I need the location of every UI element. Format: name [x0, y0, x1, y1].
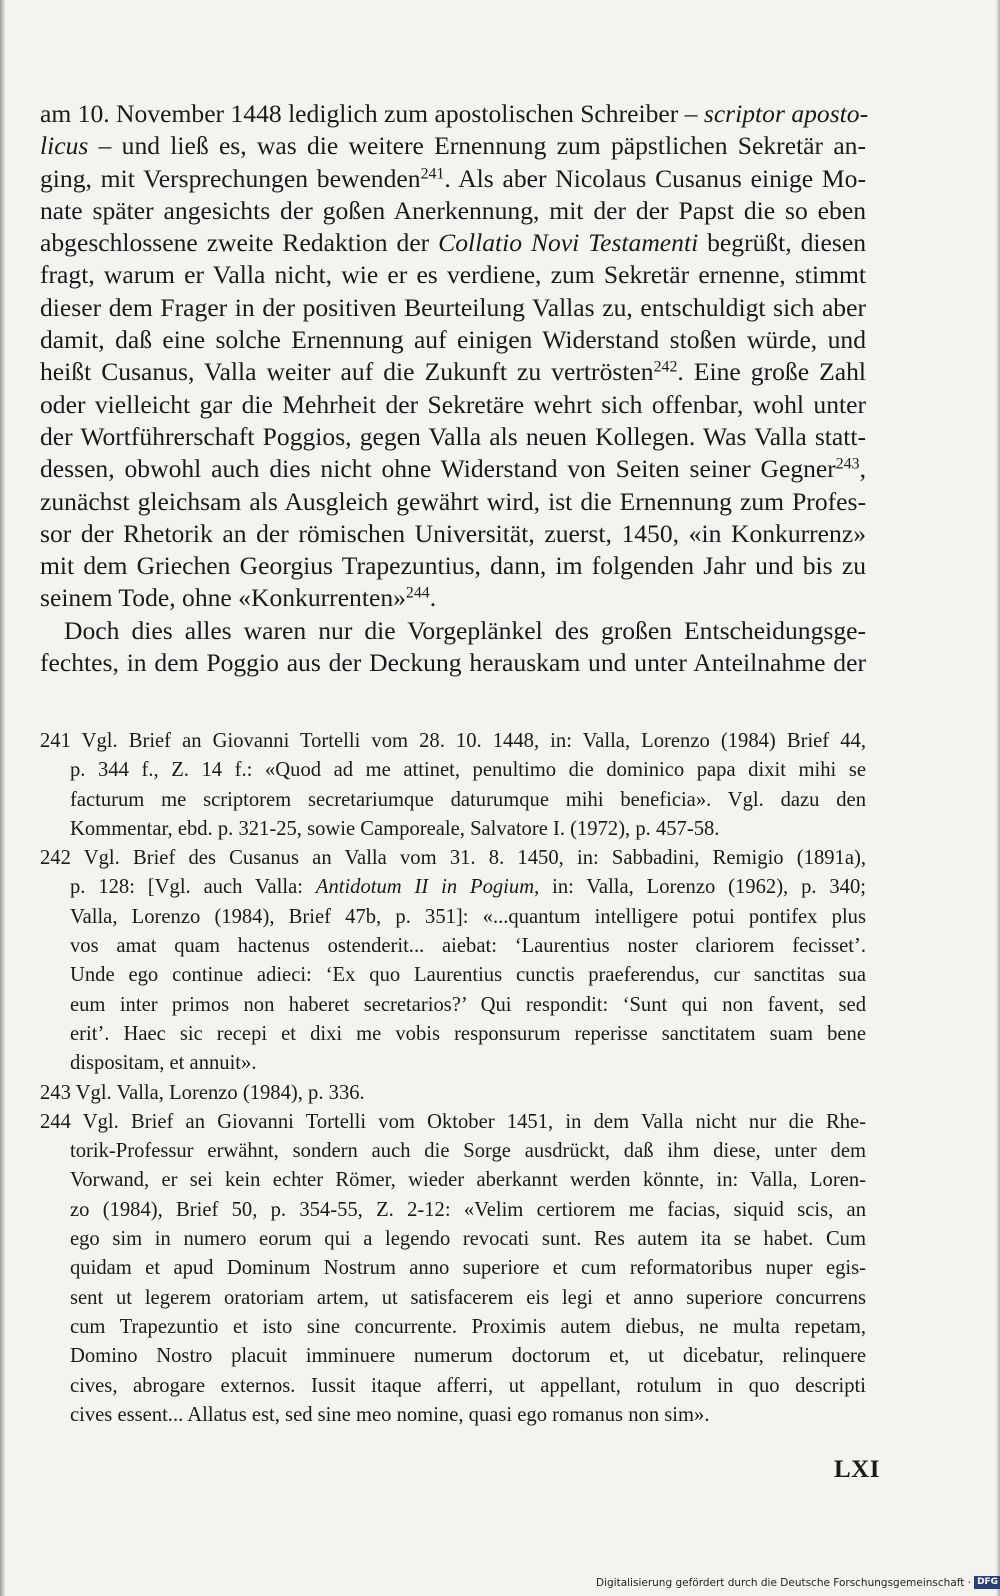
footnote-line: Domino Nostro placuit imminuere numerum doctorum et, ut dicebatur, relinquere [70, 1345, 866, 1368]
text-line: zunächst gleichsam als Ausgleich gewährt wird, ist die Ernennung zum Profes- [40, 486, 866, 516]
footnote-line: zo (1984), Brief 50, p. 354-55, Z. 2-12: «Velim certiorem me facias, siquid scis, an [70, 1198, 866, 1221]
footnote-line: sent ut legerem oratoriam artem, ut satisfacerem eis legi et anno superiore concurrens [70, 1286, 866, 1309]
page-edge-left [0, 0, 5, 1596]
text-line: damit, daß eine solche Ernennung auf einigen Widerstand stoßen würde, und [40, 325, 866, 355]
text-line: am 10. November 1448 lediglich zum apostolischen Schreiber – scriptor aposto- [40, 99, 869, 128]
footnote-line: torik-Professur erwähnt, sondern auch die Sorge ausdrückt, daß ihm diese, unter dem [70, 1140, 866, 1163]
text-line: heißt Cusanus, Valla weiter auf die Zukunft zu vertrösten$^{242}$. Eine große Zahl [40, 357, 866, 387]
digitization-note: Digitalisierung gefördert durch die Deutsche Forschungsgemeinschaft · [596, 1576, 972, 1589]
footnote-line: p. 344 f., Z. 14 f.: «Quod ad me attinet, penultimo die dominico papa dixit mihi se [70, 759, 866, 782]
text-line: der Wortführerschaft Poggios, gegen Valla als neuen Kollegen. Was Valla statt- [40, 421, 866, 451]
footnote-line: Kommentar, ebd. p. 321-25, sowie Camporeale, Salvatore I. (1972), p. 457-58. [70, 817, 720, 840]
text-line: ging, mit Versprechungen bewenden$^{241}$. Als aber Nicolaus Cusanus einige Mo- [40, 163, 866, 193]
footnote-241 [40, 727, 866, 844]
footnote-ref: 243 [835, 455, 860, 473]
page-edge-right [996, 0, 1000, 1596]
footnote-line: dispositam, et annuit». [70, 1052, 257, 1075]
footnote-line: ego sim in numero eorum qui a legendo revocati sunt. Res autem ita se habet. Cum [70, 1228, 866, 1251]
footnote-line: cives essent... Allatus est, sed sine meo nomine, quasi ego romanus non sim». [70, 1403, 710, 1426]
footnote-line: erit’. Haec sic recepi et dixi me vobis responsurum reperisse sanctitatem suam bene [70, 1022, 866, 1045]
text-line: licus – und ließ es, was die weitere Ernennung zum päpstlichen Sekretär an- [40, 131, 866, 161]
page-number: LXI [834, 1456, 880, 1483]
footnote-line: Valla, Lorenzo (1984), Brief 47b, p. 351]: «...quantum intelligere potui pontifex plus [70, 905, 866, 928]
footnote-line: cives, abrogare externos. Iussit itaque afferri, ut appellant, rotulum in quo descripti [70, 1374, 866, 1397]
text-line: oder vielleicht gar die Mehrheit der Sekretäre wehrt sich offenbar, wohl unter [40, 389, 866, 419]
text-line: mit dem Griechen Georgius Trapezuntius, dann, im folgenden Jahr und bis zu [40, 551, 866, 581]
footnote-line: Vorwand, er sei kein echter Römer, wieder aberkannt werden könnte, in: Valla, Loren- [70, 1169, 866, 1192]
footnote-line: 242 Vgl. Brief des Cusanus an Valla vom 31. 8. 1450, in: Sabbadini, Remigio (1891a), [40, 847, 866, 870]
footnote-line: facturum me scriptorem secretariumque daturumque mihi beneficia». Vgl. dazu den [70, 788, 866, 811]
dfg-logo: DFG [974, 1576, 1000, 1589]
footnote-243 [40, 1079, 866, 1108]
digitization-credit [596, 1576, 1000, 1589]
footnote-244 [40, 1108, 866, 1430]
text-line: nate später angesichts der goßen Anerkennung, mit der der Papst die so eben [40, 195, 866, 225]
footnote-line: eum inter primos non haberet secretarios?’ Qui respondit: ‘Sunt qui non favent, sed [70, 993, 866, 1016]
text-line: seinem Tode, ohne «Konkurrenten»$^{244}$. [40, 583, 437, 613]
text-line: abgeschlossene zweite Redaktion der Collatio Novi Testamenti begrüßt, diesen [40, 228, 866, 258]
footnote-line: Unde ego continue adieci: ‘Ex quo Laurentius cunctis praeferendus, cur sanctitas sua [70, 964, 866, 987]
text-line: Doch dies alles waren nur die Vorgeplänkel des großen Entscheidungsge- [64, 615, 866, 645]
footnote-line: 244 Vgl. Brief an Giovanni Tortelli vom Oktober 1451, in dem Valla nicht nur die Rhe- [40, 1110, 866, 1133]
text-line: fechtes, in dem Poggio aus der Deckung herauskam und unter Anteilnahme der [40, 648, 866, 678]
footnote-ref: 242 [653, 358, 678, 376]
text-line: fragt, warum er Valla nicht, wie er es verdiene, zum Sekretär ernenne, stimmt [40, 260, 866, 290]
text-line: dieser dem Frager in der positiven Beurteilung Vallas zu, entschuldigt sich aber [40, 292, 866, 322]
footnotes [40, 727, 866, 1430]
footnote-line: vos amat quam hactenus ostenderit... aiebat: ‘Laurentius noster clariorem fecisset’. [70, 935, 866, 958]
footnote-line: p. 128: [Vgl. auch Valla: Antidotum II in Pogium, in: Valla, Lorenzo (1962), p. 340; [70, 876, 866, 899]
footnote-242 [40, 844, 866, 1078]
footnote-line: cum Trapezuntio et isto sine concurrente. Proximis autem diebus, ne multa repetam, [70, 1315, 866, 1338]
text-line: dessen, obwohl auch dies nicht ohne Widerstand von Seiten seiner Gegner$^{243}$, [40, 454, 866, 484]
text-line: sor der Rhetorik an der römischen Universität, zuerst, 1450, «in Konkurrenz» [40, 518, 866, 548]
footnote-ref: 244 [405, 584, 430, 602]
footnote-line: 243 Vgl. Valla, Lorenzo (1984), p. 336. [40, 1081, 365, 1104]
footnote-line: quidam et apud Dominum Nostrum anno superiore et cum reformatoribus nuper egis- [70, 1257, 866, 1280]
footnote-line: 241 Vgl. Brief an Giovanni Tortelli vom 28. 10. 1448, in: Valla, Lorenzo (1984) Brief 44, [40, 730, 866, 752]
footnote-ref: 241 [420, 164, 445, 182]
main-text [40, 98, 869, 679]
